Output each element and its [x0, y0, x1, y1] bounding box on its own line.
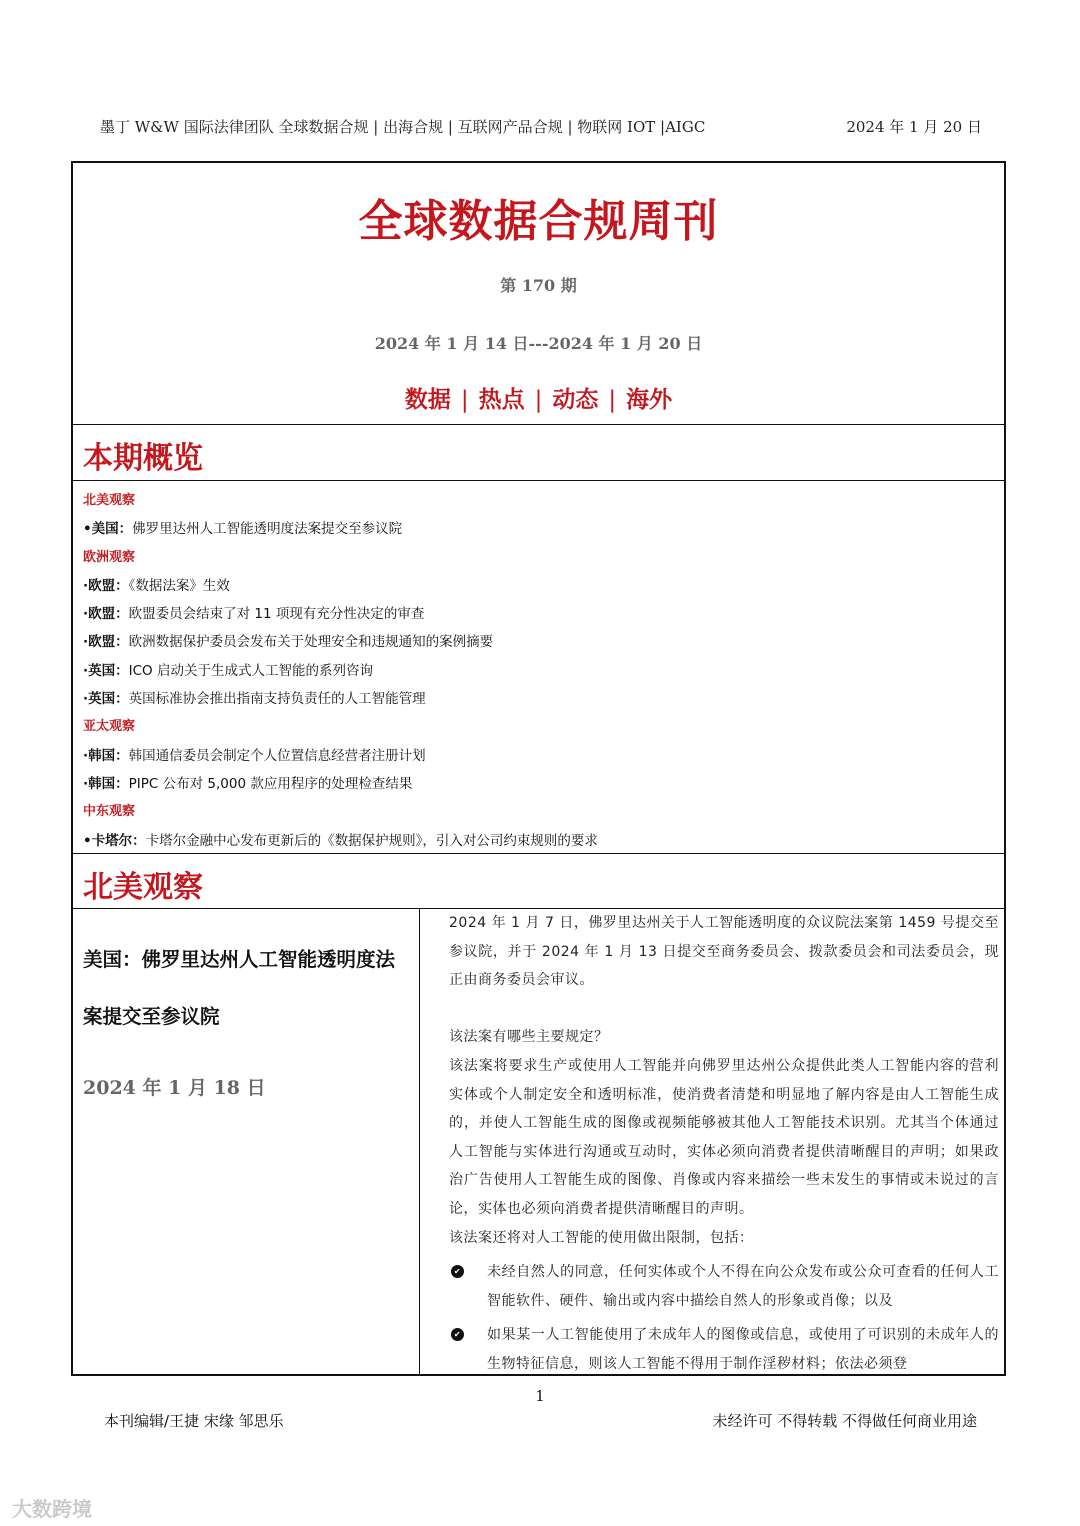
article-bullet: ✔ 如果某一人工智能使用了未成年人的图像或信息，或使用了可识别的未成年人的生物特征信息，则该人工智能不得用于制作淫秽材料；依法必须登	[449, 1321, 999, 1378]
issue-number: 第 170 期	[500, 276, 577, 295]
masthead	[73, 163, 1004, 425]
toc-category-europe: 欧洲观察	[83, 549, 136, 565]
north-america-heading: 北美观察	[83, 870, 203, 905]
article-paragraph: 该法案将要求生产或使用人工智能并向佛罗里达州公众提供此类人工智能内容的营利实体或个人制定安全和透明标准，使消费者清楚和明显地了解内容是由人工智能生成的，并使人工智能生成的图像或视频能够被其他人工智能技术识别。尤其当个体通过人工智能与实体进行沟通或互动时，实体必须向消费者提供清晰醒目的声明；如果政治广告使用人工智能生成的图像、肖像或内容来描绘一些未发生的事情或未说过的言论，实体也必须向消费者提供清晰醒目的声明。	[449, 1057, 999, 1217]
newsletter-frame	[71, 161, 1006, 1376]
date-range: 2024 年 1 月 14 日---2024 年 1 月 20 日	[374, 334, 703, 353]
overview-heading: 本期概览	[83, 441, 203, 476]
newsletter-title: 全球数据合规周刊	[358, 196, 719, 247]
footer-editors: 本刊编辑/王捷 宋缘 邹思乐	[104, 1412, 284, 1430]
toc-category-asia-pacific: 亚太观察	[83, 719, 136, 735]
article-title: 美国：佛罗里达州人工智能透明度法案提交至参议院	[83, 948, 396, 1028]
toc-item: ·韩国：PIPC 公布对 5,000 款应用程序的处理检查结果	[83, 775, 413, 792]
north-america-heading-bar	[73, 853, 1004, 909]
article-date: 2024 年 1 月 18 日	[83, 1077, 266, 1099]
toc-item: ·欧盟：欧盟委员会结束了对 11 项现有充分性决定的审查	[83, 606, 425, 623]
tag-hot: 热点	[478, 387, 525, 413]
tag-news: 动态	[552, 387, 599, 413]
footer-notice: 未经许可 不得转载 不得做任何商业用途	[712, 1412, 977, 1430]
toc-category-middle-east: 中东观察	[83, 804, 136, 820]
article-paragraph: 2024 年 1 月 7 日，佛罗里达州关于人工智能透明度的众议院法案第 1459 号提交至参议院，并于 2024 年 1 月 13 日提交至商务委员会、拨款委员会和司法委员会，现正由商务委员会审议。	[449, 915, 999, 989]
toc-item: ·欧盟：欧洲数据保护委员会发布关于处理安全和违规通知的案例摘要	[83, 634, 494, 651]
toc-category-north-america: 北美观察	[83, 493, 136, 508]
bullet-icon: ✔	[451, 1328, 464, 1341]
article-body	[449, 909, 999, 1379]
page-number: 1	[535, 1387, 545, 1405]
article-bullet: ✔ 未经自然人的同意，任何实体或个人不得在向公众发布或公众可查看的任何人工智能软件、硬件、输出或内容中描绘自然人的形象或肖像；以及	[449, 1258, 999, 1315]
page-header	[100, 116, 982, 138]
table-of-contents	[83, 487, 983, 855]
toc-item: ·英国：英国标准协会推出指南支持负责任的人工智能管理	[83, 691, 426, 708]
toc-item: ·英国：ICO 启动关于生成式人工智能的系列咨询	[83, 662, 373, 679]
bullet-icon: ✔	[451, 1265, 464, 1278]
tag-data: 数据	[404, 387, 451, 413]
article-question: 该法案有哪些主要规定？	[449, 1029, 609, 1046]
article-paragraph: 该法案还将对人工智能的使用做出限制，包括：	[449, 1229, 754, 1246]
toc-item: •美国：佛罗里达州人工智能透明度法案提交至参议院	[83, 521, 403, 538]
watermark: 大数跨境	[12, 1497, 92, 1521]
header-date: 2024 年 1 月 20 日	[846, 118, 982, 136]
header-organization: 墨丁 W&W 国际法律团队 全球数据合规 | 出海合规 | 互联网产品合规 | 物联网 IOT |AIGC	[100, 118, 706, 136]
toc-item: ·韩国：韩国通信委员会制定个人位置信息经营者注册计划	[83, 747, 426, 764]
toc-item: ·欧盟：《数据法案》生效	[83, 577, 230, 594]
article-sidebar	[73, 909, 420, 1374]
topic-tags: 数据 | 热点 | 动态 | 海外	[404, 387, 673, 413]
toc-item: •卡塔尔：卡塔尔金融中心发布更新后的《数据保护规则》，引入对公司约束规则的要求	[83, 832, 598, 849]
tag-overseas: 海外	[626, 387, 673, 413]
overview-heading-bar	[73, 425, 1004, 481]
